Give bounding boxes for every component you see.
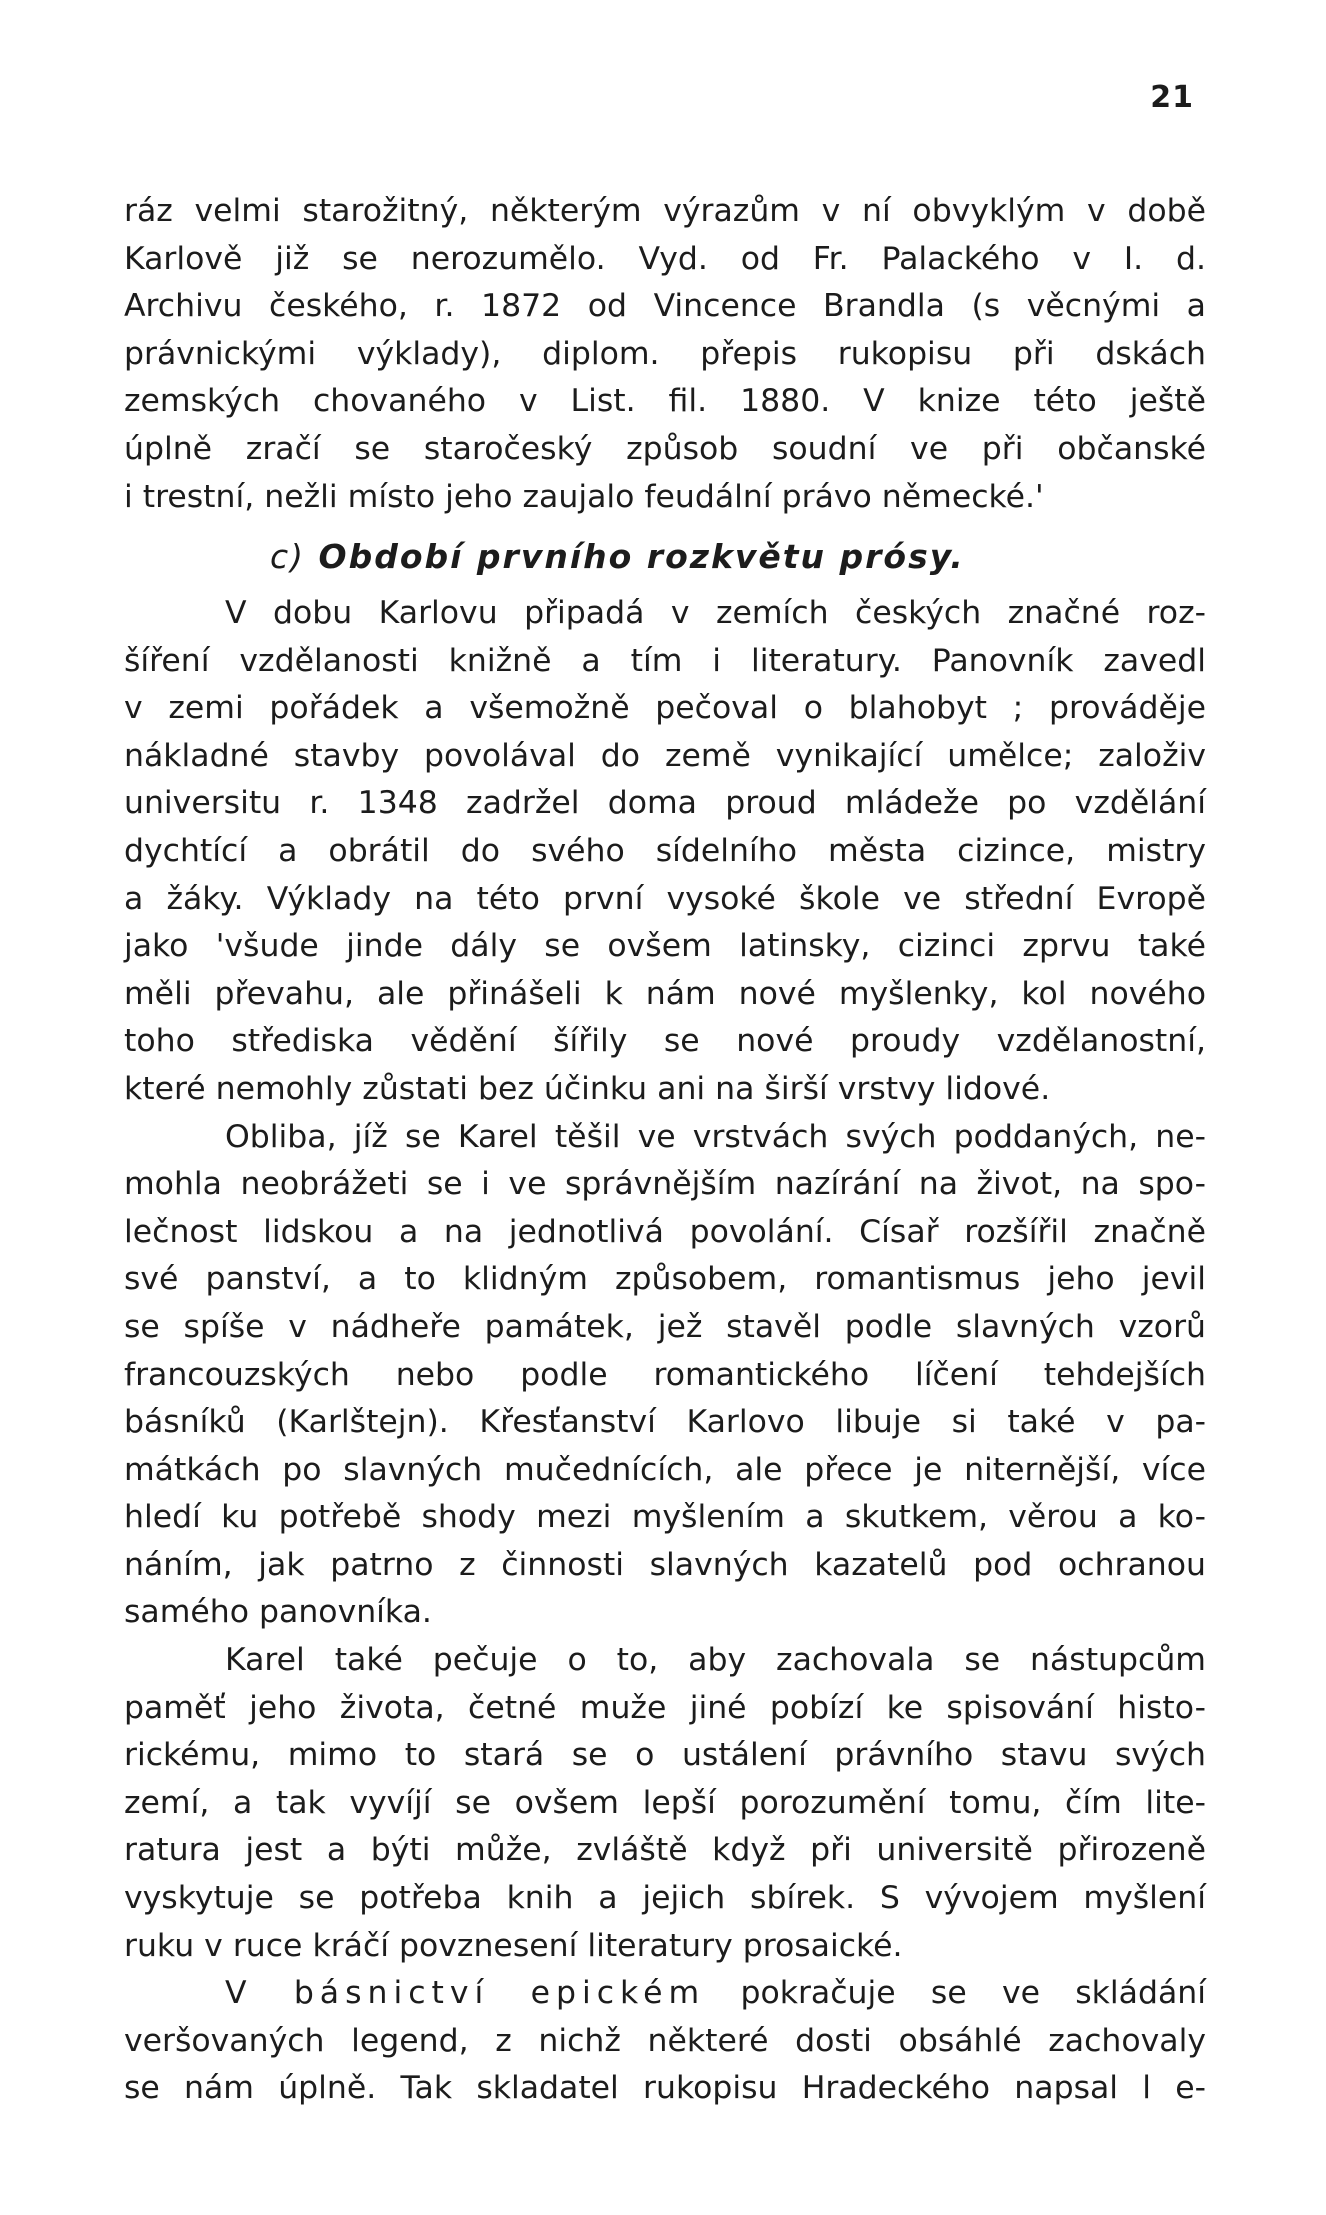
- emphasized-term: V básnictví epickém: [225, 1975, 706, 2012]
- text-line: V dobu Karlovu připadá v zemích českých značné roz-: [225, 595, 1206, 631]
- section-marker: c): [270, 537, 306, 576]
- text-line: i trestní, nežli místo jeho zaujalo feudální právo německé.': [124, 478, 1044, 515]
- text-line: zemských chovaného v List. fil. 1880. V knize této ještě: [124, 383, 1206, 420]
- text-line: Karel také pečuje o to, aby zachovala se nástupcům: [225, 1642, 1206, 1679]
- text-line: mátkách po slavných mučednících, ale přece je niternější, více: [124, 1451, 1206, 1488]
- text-line: francouzských nebo podle romantického líčení tehdejších: [124, 1356, 1206, 1393]
- text-line: které nemohly zůstati bez účinku ani na širší vrstvy lidové.: [124, 1070, 1051, 1107]
- text-line: se nám úplně. Tak skladatel rukopisu Hradeckého napsal l e-: [124, 2070, 1206, 2107]
- text-line: Archivu českého, r. 1872 od Vincence Brandla (s věcnými a: [124, 288, 1206, 325]
- page-number: 21: [1150, 80, 1194, 115]
- text-line: universitu r. 1348 zadržel doma proud mládeže po vzdělání: [124, 785, 1206, 822]
- text-line: ráz velmi starožitný, některým výrazům v ní obvyklým v době: [124, 193, 1206, 229]
- section-title: Období prvního rozkvětu prósy.: [318, 537, 965, 576]
- text-line-rest: pokračuje se ve skládání: [705, 1975, 1206, 2012]
- text-line: dychtící a obrátil do svého sídelního města cizince, mistry: [124, 832, 1206, 869]
- text-line: lečnost lidskou a na jednotlivá povolání. Císař rozšířil značně: [124, 1213, 1206, 1250]
- text-line: paměť jeho života, četné muže jiné pobízí ke spisování histo-: [124, 1689, 1206, 1726]
- text-line: vyskytuje se potřeba knih a jejich sbírek. S vývojem myšlení: [124, 1880, 1206, 1917]
- text-line: šíření vzdělanosti knižně a tím i literatury. Panovník zavedl: [124, 642, 1206, 679]
- text-line: samého panovníka.: [124, 1594, 432, 1631]
- text-line: náním, jak patrno z činnosti slavných kazatelů pod ochranou: [124, 1546, 1206, 1583]
- text-line: toho střediska vědění šířily se nové proudy vzdělanostní,: [124, 1023, 1206, 1060]
- paragraph-opening: [124, 188, 1206, 521]
- text-line: se spíše v nádheře památek, jež stavěl podle slavných vzorů: [124, 1308, 1206, 1345]
- text-line: mohla neobrážeti se i ve správnějším nazírání na život, na spo-: [124, 1166, 1206, 1203]
- text-line: v zemi pořádek a všemožně pečoval o blahobyt ; prováděje: [124, 690, 1206, 727]
- text-line: nákladné stavby povolával do země vynikající umělce; založiv: [124, 737, 1206, 774]
- text-line: zemí, a tak vyvíjí se ovšem lepší porozumění tomu, čím lite-: [124, 1784, 1206, 1821]
- text-line: jako 'všude jinde dály se ovšem latinsky, cizinci zprvu také: [124, 928, 1206, 965]
- text-line: Obliba, jíž se Karel těšil ve vrstvách svých poddaných, ne-: [225, 1118, 1206, 1155]
- text-line: měli převahu, ale přinášeli k nám nové myšlenky, kol nového: [124, 975, 1206, 1012]
- text-line: ratura jest a býti může, zvláště když při universitě přirozeně: [124, 1832, 1206, 1869]
- text-line: ruku v ruce kráčí povznesení literatury prosaické.: [124, 1927, 903, 1964]
- text-line: veršovaných legend, z nichž některé dosti obsáhlé zachovaly: [124, 2022, 1206, 2059]
- text-line: [124, 1970, 1206, 2018]
- text-line: a žáky. Výklady na této první vysoké škole ve střední Evropě: [124, 880, 1206, 917]
- text-line: básníků (Karlštejn). Křesťanství Karlovo libuje si také v pa-: [124, 1404, 1206, 1441]
- text-line: úplně zračí se staročeský způsob soudní ve při občanské: [124, 430, 1206, 467]
- text-line: rickému, mimo to stará se o ustálení právního stavu svých: [124, 1737, 1206, 1774]
- section-heading: [270, 537, 965, 576]
- section-body: [124, 590, 1206, 2113]
- text-line: právnickými výklady), diplom. přepis rukopisu při dskách: [124, 335, 1206, 372]
- text-line: Karlově již se nerozumělo. Vyd. od Fr. Palackého v I. d.: [124, 240, 1206, 277]
- text-line: hledí ku potřebě shody mezi myšlením a skutkem, věrou a ko-: [124, 1499, 1206, 1536]
- text-line: své panství, a to klidným způsobem, romantismus jeho jevil: [124, 1261, 1206, 1298]
